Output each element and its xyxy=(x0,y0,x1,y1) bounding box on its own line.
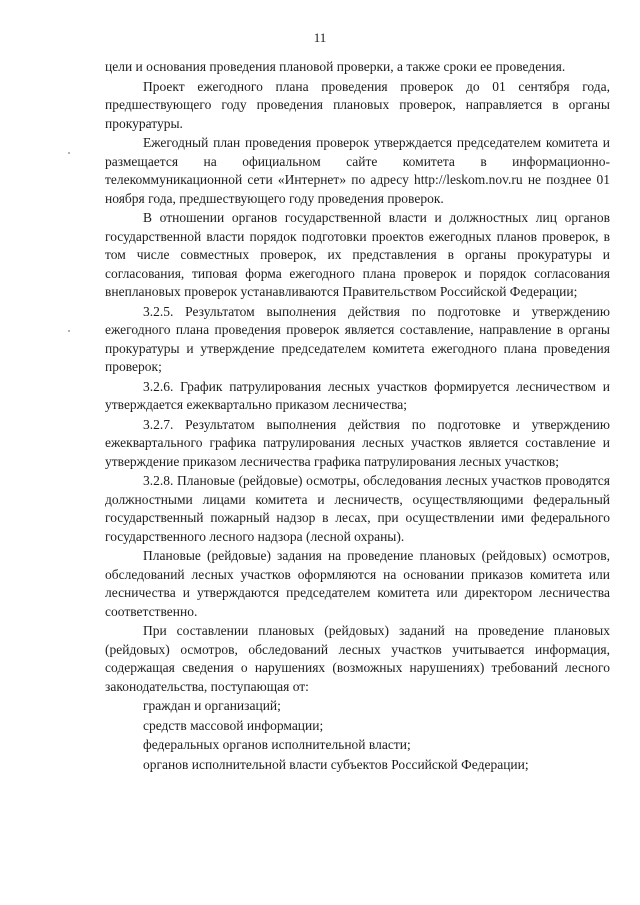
list-item-media: средств массовой информации; xyxy=(143,717,324,733)
paragraph-plan-approval: Ежегодный план проведения проверок утверждается председателем комитета и размещается на официальном сайте комитета в информационно-телекоммуникационной сети «Интернет» по адресу http://leskom.nov.ru не позднее 01 ноября года, предшествующего году проведения проверок. xyxy=(105,135,610,206)
document-body xyxy=(105,58,610,775)
page-number: 11 xyxy=(313,30,327,45)
margin-speck xyxy=(68,152,70,154)
margin-speck xyxy=(68,330,70,332)
paragraph-3-2-8: 3.2.8. Плановые (рейдовые) осмотры, обследования лесных участков проводятся должностными лицами комитета и лесничеств, осуществляющими федеральный государственный пожарный надзор в лесах, при осуществлении ими федерального государственного лесного надзора (лесной охраны). xyxy=(105,473,610,544)
paragraph-goals-continuation: цели и основания проведения плановой проверки, а также сроки ее проведения. xyxy=(105,59,566,74)
paragraph-3-2-6: 3.2.6. График патрулирования лесных участков формируется лесничеством и утверждается ежеквартально приказом лесничества; xyxy=(105,378,610,412)
paragraph-3-2-7: 3.2.7. Результатом выполнения действия по подготовке и утверждению ежеквартального графика патрулирования лесных участков является составление и утверждение приказом лесничества графика патрулирования лесных участков; xyxy=(105,416,610,469)
list-item-federal-bodies: федеральных органов исполнительной власти; xyxy=(143,737,411,752)
paragraph-raid-assignments: Плановые (рейдовые) задания на проведение плановых (рейдовых) осмотров, обследований лесных участков оформляются на основании приказов комитета или лесничества и утверждаются председателем комитета или директором лесничества соответственно. xyxy=(105,548,610,619)
paragraph-information-sources: При составлении плановых (рейдовых) заданий на проведение плановых (рейдовых) осмотров, обследований лесных участков учитывается информация, содержащая сведения о нарушениях (возможных нарушениях) требований лесного законодательства, поступающая от: xyxy=(105,623,610,694)
list-item-citizens: граждан и организаций; xyxy=(143,698,281,713)
paragraph-plan-draft: Проект ежегодного плана проведения проверок до 01 сентября года, предшествующего году проведения плановых проверок, направляется в органы прокуратуры. xyxy=(105,78,610,131)
paragraph-3-2-5: 3.2.5. Результатом выполнения действия по подготовке и утверждению ежегодного плана проведения проверок является составление, направление в органы прокуратуры и утверждение председателем комитета ежегодного плана проведения проверок; xyxy=(105,303,610,374)
list-item-regional-bodies: органов исполнительной власти субъектов Российской Федерации; xyxy=(143,756,529,772)
paragraph-state-authorities: В отношении органов государственной власти и должностных лиц органов государственной власти порядок подготовки проектов ежегодных планов проверок, в том числе совместных проверок, их представления в органы прокуратуры и согласования, типовая форма ежегодного плана проверок и порядок согласования внеплановых проверок устанавливаются Правительством Российской Федерации; xyxy=(105,210,610,299)
